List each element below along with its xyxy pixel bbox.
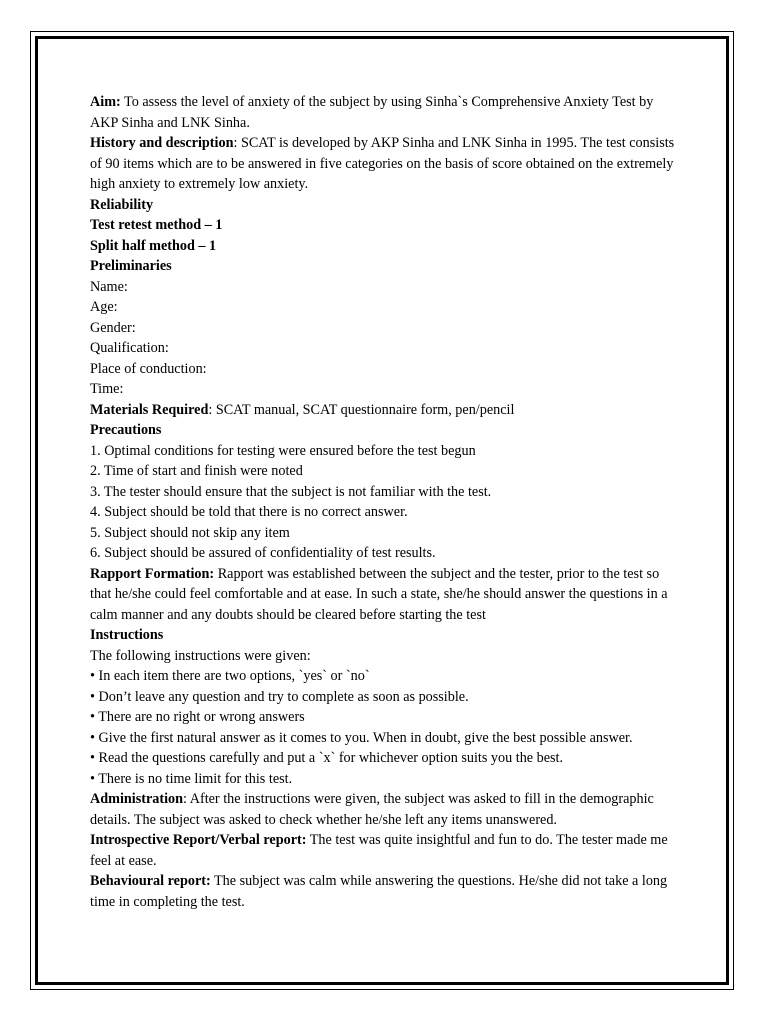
history-text: : SCAT is developed by AKP Sinha and LNK Sinha in 1995. The test consists of 90 items which are to be answered in five categories on the basis of score obtained on the extremely high anxiety to extremely low anxiety. (90, 135, 675, 192)
instruction-item: • Give the first natural answer as it comes to you. When in doubt, give the best possible answer. (90, 729, 633, 746)
preliminary-field-name: Name: (90, 278, 128, 295)
preliminary-field-place: Place of conduction: (90, 360, 207, 377)
aim-text: To assess the level of anxiety of the subject by using Sinha`s Comprehensive Anxiety Test by AKP Sinha and LNK Sinha. (90, 94, 654, 131)
instruction-item: • There is no time limit for this test. (90, 770, 293, 787)
rapport-text: Rapport was established between the subject and the tester, prior to the test so that he/she could feel comfortable and at ease. In such a state, she/he should answer the questions in a calm manner and any doubts should be cleared before starting the test (90, 565, 668, 623)
test-retest-line: Test retest method – 1 (90, 217, 223, 233)
preliminaries-heading: Preliminaries (90, 258, 172, 274)
behavioural-paragraph (90, 871, 682, 912)
behavioural-text: The subject was calm while answering the questions. He/she did not take a long time in completing the test. (90, 873, 668, 910)
split-half-line: Split half method – 1 (90, 237, 217, 254)
materials-text: : SCAT manual, SCAT questionnaire form, pen/pencil (208, 401, 515, 418)
rapport-paragraph (90, 564, 682, 626)
behavioural-label: Behavioural report: (90, 873, 211, 889)
instruction-item: • Don’t leave any question and try to complete as soon as possible. (90, 688, 469, 705)
materials-paragraph (90, 400, 682, 421)
aim-label: Aim: (90, 94, 121, 110)
instruction-item: • Read the questions carefully and put a `x` for whichever option suits you the best. (90, 750, 564, 766)
history-paragraph (90, 133, 682, 195)
introspective-paragraph (90, 830, 682, 871)
administration-label: Administration (90, 791, 184, 807)
history-label: History and description (90, 135, 234, 151)
introspective-label: Introspective Report/Verbal report: (90, 832, 307, 848)
preliminary-field-time: Time: (90, 381, 124, 397)
reliability-heading: Reliability (90, 196, 154, 213)
aim-paragraph (90, 92, 682, 133)
introspective-text: The test was quite insightful and fun to do. The tester made me feel at ease. (90, 832, 668, 869)
preliminary-field-gender: Gender: (90, 319, 136, 336)
administration-text: : After the instructions were given, the subject was asked to fill in the demographic details. The subject was asked to check whether he/she left any items unanswered. (90, 791, 654, 828)
precaution-item: 5. Subject should not skip any item (90, 524, 290, 541)
precautions-heading: Precautions (90, 422, 162, 438)
instruction-item: • There are no right or wrong answers (90, 709, 305, 725)
administration-paragraph (90, 789, 682, 830)
preliminary-field-age: Age: (90, 299, 118, 315)
instructions-intro: The following instructions were given: (90, 647, 311, 664)
precaution-item: 2. Time of start and finish were noted (90, 463, 303, 479)
materials-label: Materials Required (90, 401, 209, 418)
document-body (90, 92, 682, 912)
instructions-heading: Instructions (90, 627, 164, 643)
instruction-item: • In each item there are two options, `yes` or `no` (90, 668, 370, 684)
preliminary-field-qualification: Qualification: (90, 340, 169, 356)
precaution-item: 3. The tester should ensure that the subject is not familiar with the test. (90, 483, 492, 500)
precaution-item: 1. Optimal conditions for testing were ensured before the test begun (90, 442, 476, 459)
precaution-item: 4. Subject should be told that there is no correct answer. (90, 504, 408, 520)
precaution-item: 6. Subject should be assured of confidentiality of test results. (90, 545, 436, 561)
rapport-label: Rapport Formation: (90, 565, 215, 582)
